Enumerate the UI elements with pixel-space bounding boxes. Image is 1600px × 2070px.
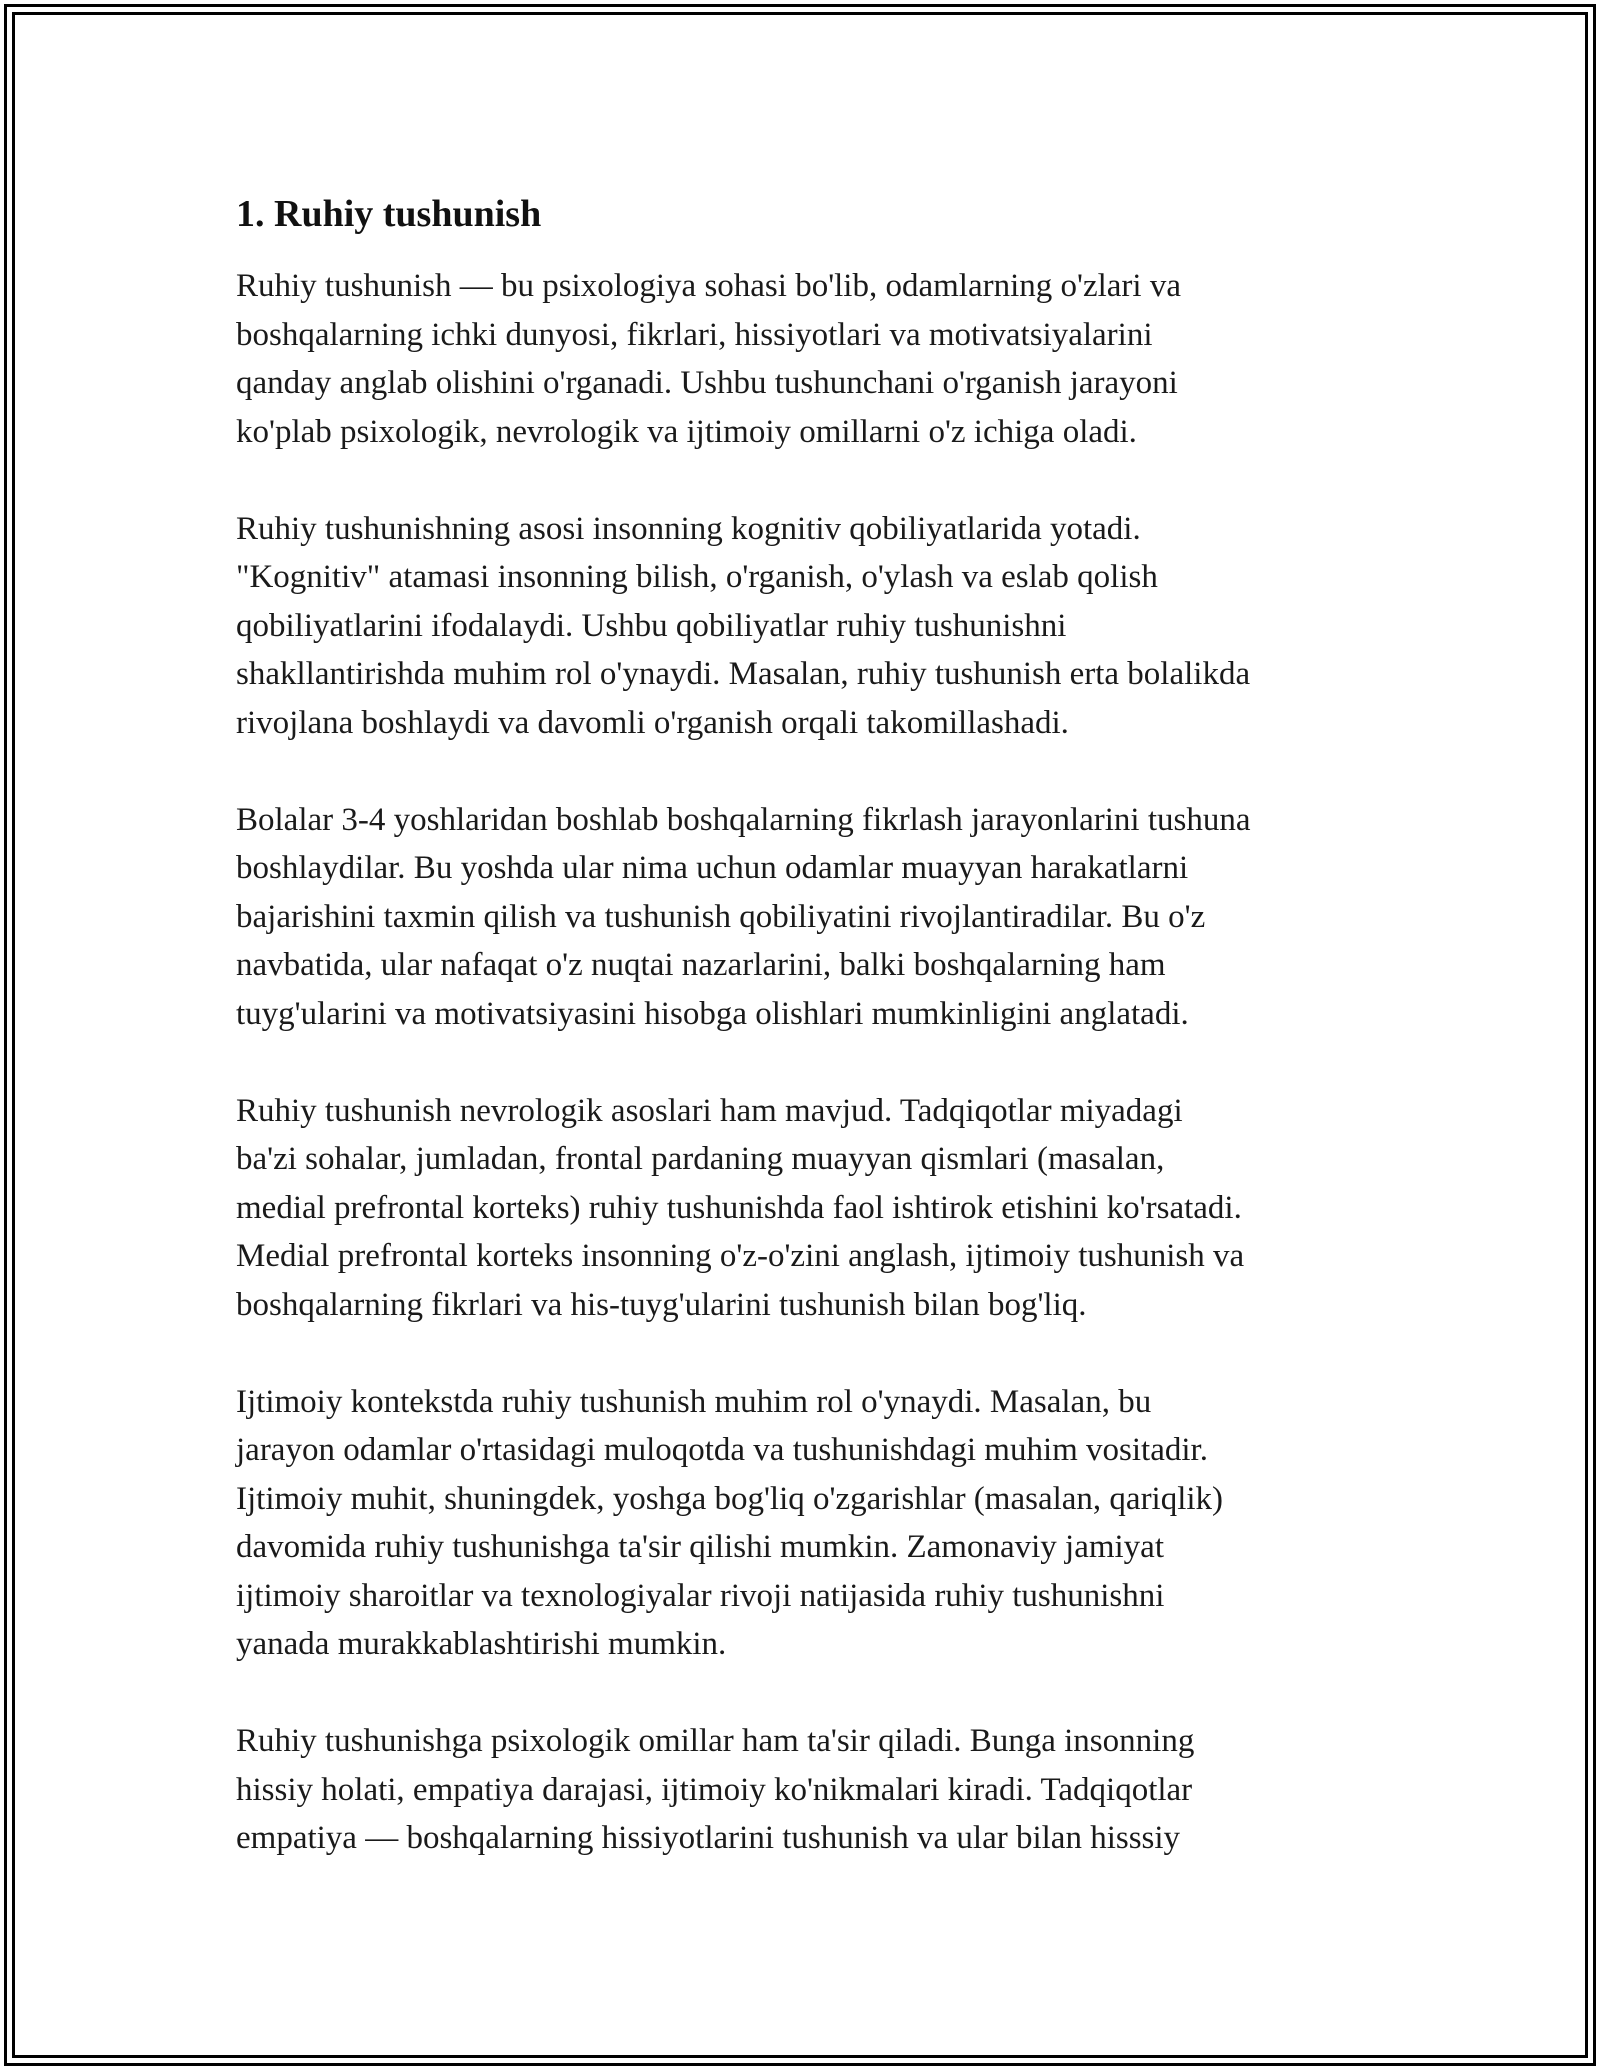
paragraph [236, 1378, 1376, 1669]
paragraph [236, 1717, 1376, 1863]
text-line: Medial prefrontal korteks insonning o'z-o'zini anglash, ijtimoiy tushunish va [236, 1238, 1245, 1274]
document-body [236, 262, 1376, 1863]
text-line: ijtimoiy sharoitlar va texnologiyalar rivoji natijasida ruhiy tushunishni [236, 1577, 1165, 1614]
text-line: rivojlana boshlaydi va davomli o'rganish orqali takomillashadi. [236, 704, 1069, 741]
text-line: Ijtimoiy muhit, shuningdek, yoshga bog'liq o'zgarishlar (masalan, qariqlik) [236, 1480, 1224, 1517]
text-line: jarayon odamlar o'rtasidagi muloqotda va tushunishdagi muhim vositadir. [236, 1432, 1208, 1468]
text-line: Ruhiy tushunishga psixologik omillar ham ta'sir qiladi. Bunga insonning [236, 1723, 1195, 1759]
text-line: Ruhiy tushunish nevrologik asoslari ham mavjud. Tadqiqotlar miyadagi [236, 1092, 1183, 1129]
text-line: Ijtimoiy kontekstda ruhiy tushunish muhim rol o'ynaydi. Masalan, bu [236, 1383, 1152, 1420]
text-line: boshlaydilar. Bu yoshda ular nima uchun odamlar muayyan harakatlarni [236, 850, 1189, 886]
text-line: yanada murakkablashtirishi mumkin. [236, 1626, 727, 1662]
text-line: boshqalarning ichki dunyosi, fikrlari, hissiyotlari va motivatsiyalarini [236, 316, 1153, 353]
text-line: ba'zi sohalar, jumladan, frontal pardaning muayyan qismlari (masalan, [236, 1141, 1165, 1177]
text-line: Ruhiy tushunish — bu psixologiya sohasi bo'lib, odamlarning o'zlari va [236, 268, 1181, 304]
text-line: tuyg'ularini va motivatsiyasini hisobga olishlari mumkinligini anglatadi. [236, 995, 1189, 1032]
text-line: Bolalar 3-4 yoshlaridan boshlab boshqalarning fikrlash jarayonlarini tushuna [236, 801, 1251, 838]
text-line: shakllantirishda muhim rol o'ynaydi. Masalan, ruhiy tushunish erta bolalikda [236, 656, 1251, 692]
text-line: navbatida, ular nafaqat o'z nuqtai nazarlarini, balki boshqalarning ham [236, 947, 1166, 983]
document-page [236, 186, 1376, 1911]
text-line: qanday anglab olishini o'rganadi. Ushbu tushunchani o'rganish jarayoni [236, 365, 1178, 401]
text-line: medial prefrontal korteks) ruhiy tushunishda faol ishtirok etishini ko'rsatadi. [236, 1189, 1242, 1226]
paragraph [236, 1087, 1376, 1330]
text-line: hissiy holati, empatiya darajasi, ijtimoiy ko'nikmalari kiradi. Tadqiqotlar [236, 1771, 1193, 1808]
text-line: davomida ruhiy tushunishga ta'sir qilishi mumkin. Zamonaviy jamiyat [236, 1529, 1164, 1565]
text-line: qobiliyatlarini ifodalaydi. Ushbu qobiliyatlar ruhiy tushunishni [236, 607, 1067, 644]
paragraph [236, 262, 1376, 456]
section-title: 1. Ruhiy tushunish [236, 193, 542, 235]
text-line: "Kognitiv" atamasi insonning bilish, o'rganish, o'ylash va eslab qolish [236, 559, 1158, 595]
text-line: Ruhiy tushunishning asosi insonning kognitiv qobiliyatlarida yotadi. [236, 510, 1141, 547]
text-line: ko'plab psixologik, nevrologik va ijtimoiy omillarni o'z ichiga oladi. [236, 413, 1137, 450]
text-line: bajarishini taxmin qilish va tushunish qobiliyatini rivojlantiradilar. Bu o'z [236, 898, 1206, 935]
paragraph [236, 505, 1376, 748]
text-line: boshqalarning fikrlari va his-tuyg'ularini tushunish bilan bog'liq. [236, 1286, 1087, 1323]
text-line: empatiya — boshqalarning hissiyotlarini tushunish va ular bilan hisssiy [236, 1820, 1181, 1856]
paragraph [236, 796, 1376, 1039]
